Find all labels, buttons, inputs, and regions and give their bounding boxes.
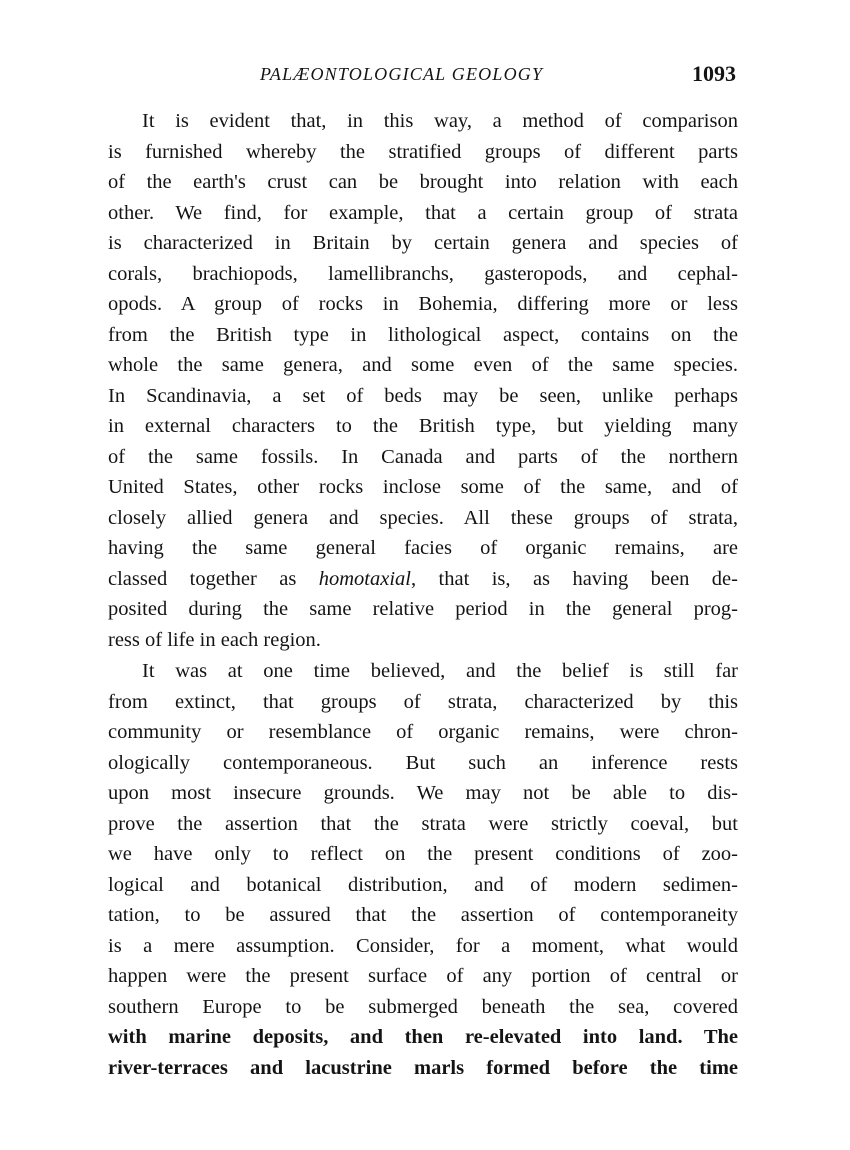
text-line: is characterized in Britain by certain genera and species of bbox=[108, 232, 738, 254]
text-line: ologically contemporaneous. But such an inference rests bbox=[108, 751, 738, 774]
text-line: from extinct, that groups of strata, characterized by this bbox=[108, 690, 738, 713]
text-line: is a mere assumption. Consider, for a moment, what would bbox=[108, 934, 738, 957]
text-line: upon most insecure grounds. We may not be able to dis- bbox=[108, 782, 738, 804]
text-line: other. We find, for example, that a certain group of strata bbox=[108, 201, 738, 224]
text-line: closely allied genera and species. All these groups of strata, bbox=[108, 506, 738, 529]
text-line: is furnished whereby the stratified groups of different parts bbox=[108, 140, 738, 163]
text-line: tation, to be assured that the assertion of contemporaneity bbox=[108, 904, 738, 926]
text-line: community or resemblance of organic remains, were chron- bbox=[108, 721, 738, 743]
paragraph-2 bbox=[108, 656, 738, 1083]
text-line: southern Europe to be submerged beneath the sea, covered bbox=[108, 995, 738, 1018]
text-line: corals, brachiopods, lamellibranchs, gasteropods, and cephal- bbox=[108, 262, 738, 285]
text-line: opods. A group of rocks in Bohemia, differing more or less bbox=[108, 293, 738, 315]
paragraph-1 bbox=[108, 106, 738, 655]
italic-term: homotaxial bbox=[318, 567, 411, 590]
text-line: from the British type in lithological aspect, contains on the bbox=[108, 323, 738, 346]
running-title: PALÆONTOLOGICAL GEOLOGY bbox=[260, 64, 544, 84]
text-line: It was at one time believed, and the belief is still far bbox=[142, 660, 738, 682]
body-text bbox=[108, 106, 738, 1083]
text-line: in external characters to the British type, but yielding many bbox=[108, 415, 738, 437]
text-line: with marine deposits, and then re-elevated into land. The bbox=[108, 1026, 738, 1048]
text-line: of the earth's crust can be brought into relation with each bbox=[108, 171, 738, 193]
text-line: United States, other rocks inclose some of the same, and of bbox=[108, 476, 738, 498]
text-run: , that is, as having been de- bbox=[410, 567, 738, 590]
text-line: ress of life in each region. bbox=[108, 628, 321, 651]
text-line: whole the same genera, and some even of the same species. bbox=[108, 354, 738, 376]
text-line: posited during the same relative period in the general prog- bbox=[108, 598, 738, 620]
text-line: It is evident that, in this way, a method of comparison bbox=[142, 110, 738, 132]
text-line: In Scandinavia, a set of beds may be seen, unlike perhaps bbox=[108, 384, 738, 407]
text-line: logical and botanical distribution, and of modern sedimen- bbox=[108, 873, 738, 896]
text-run: classed together as bbox=[108, 567, 319, 590]
page-number: 1093 bbox=[692, 61, 736, 86]
text-line: of the same fossils. In Canada and parts of the northern bbox=[108, 445, 738, 468]
text-line: river-terraces and lacustrine marls formed before the time bbox=[108, 1056, 738, 1079]
text-line: prove the assertion that the strata were strictly coeval, but bbox=[108, 812, 738, 835]
text-line: we have only to reflect on the present conditions of zoo- bbox=[108, 843, 738, 865]
text-line: happen were the present surface of any portion of central or bbox=[108, 965, 738, 987]
running-head bbox=[108, 58, 738, 90]
text-line: having the same general facies of organic remains, are bbox=[108, 537, 738, 559]
text-line-with-italic bbox=[108, 564, 738, 595]
